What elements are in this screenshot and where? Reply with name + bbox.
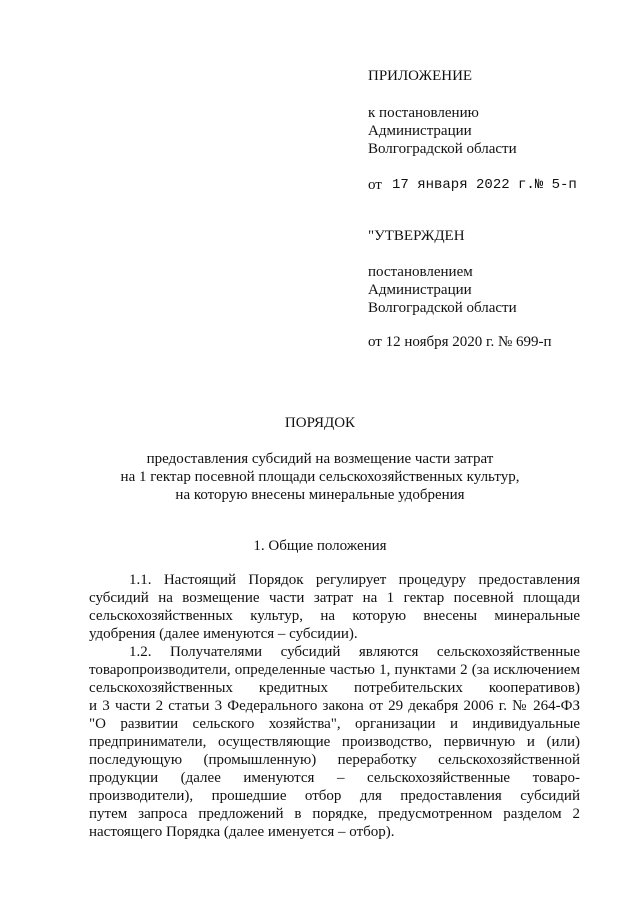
paragraph-1-2-line: и 3 части 2 статьи 3 Федерального закона от 29 декабря 2006 г. № 264-ФЗ — [89, 698, 580, 714]
paragraph-1-2-line: настоящего Порядка (далее именуется – отбор). — [89, 824, 395, 840]
paragraph-1-1-line: сельскохозяйственных культур, на которую внесены минеральные — [89, 608, 580, 624]
document-title: ПОРЯДОК — [284, 415, 356, 431]
approved-line-1: постановлением — [368, 264, 473, 280]
paragraph-1-2-line: путем запроса предложений в порядке, предусмотренном разделом 2 — [89, 806, 580, 822]
paragraph-1-2-line: последующую (промышленную) переработку сельскохозяйственной — [89, 752, 580, 768]
appendix-date-prefix: от — [368, 177, 382, 193]
paragraph-1-2-line: "О развитии сельского хозяйства", организации и индивидуальные — [89, 716, 580, 732]
paragraph-1-1-line: 1.1. Настоящий Порядок регулирует процедуру предоставления — [129, 572, 580, 588]
appendix-date-line: 17 января 2022 г.№ 5-п — [392, 177, 577, 193]
approved-date-line: от 12 ноября 2020 г. № 699-п — [368, 334, 552, 350]
paragraph-1-2-line: товаропроизводители, определенные частью 1, пунктами 2 (за исключением — [89, 662, 580, 678]
approved-heading: "УТВЕРЖДЕН — [368, 228, 465, 244]
title-subtitle-line-3: на которую внесены минеральные удобрения — [175, 487, 465, 503]
appendix-line-3: Волгоградской области — [368, 141, 517, 157]
appendix-heading: ПРИЛОЖЕНИЕ — [368, 68, 473, 84]
paragraph-1-1-line: удобрения (далее именуются – субсидии). — [89, 626, 358, 642]
approved-line-3: Волгоградской области — [368, 300, 517, 316]
appendix-line-2: Администрации — [368, 123, 472, 139]
appendix-line-1: к постановлению — [368, 105, 479, 121]
paragraph-1-2-line: сельскохозяйственных кредитных потребительских кооперативов) — [89, 680, 580, 696]
paragraph-1-2-line: производители), прошедшие отбор для предоставления субсидий — [89, 788, 580, 804]
approved-line-2: Администрации — [368, 282, 472, 298]
paragraph-1-1-line: субсидий на возмещение части затрат на 1 гектар посевной площади — [89, 590, 580, 606]
paragraph-1-2-line: продукции (далее именуются – сельскохозяйственные товаро- — [89, 770, 580, 786]
paragraph-1-2-line: предприниматели, осуществляющие производство, первичную и (или) — [89, 734, 580, 750]
section-heading: 1. Общие положения — [253, 538, 387, 554]
title-subtitle-line-2: на 1 гектар посевной площади сельскохозяйственных культур, — [120, 469, 520, 485]
paragraph-1-2-line: 1.2. Получателями субсидий являются сельскохозяйственные — [129, 644, 580, 660]
title-subtitle-line-1: предоставления субсидий на возмещение части затрат — [146, 451, 494, 467]
